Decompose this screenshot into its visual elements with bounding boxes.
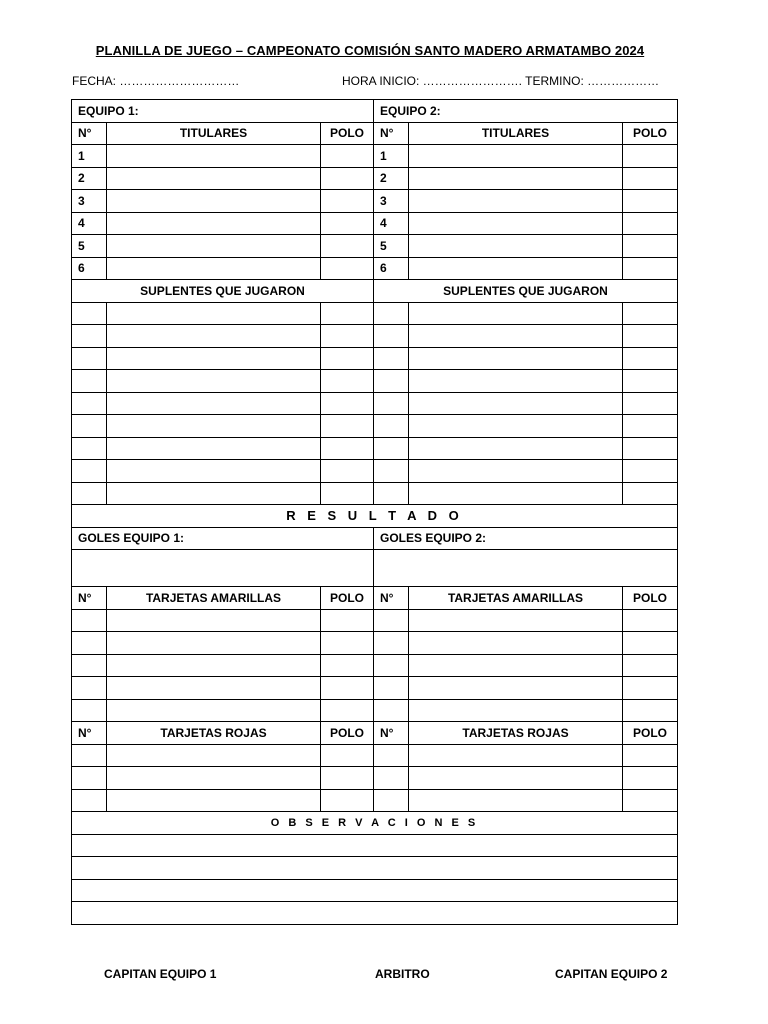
sub-name-field[interactable] bbox=[107, 392, 321, 415]
red-header-row bbox=[72, 722, 678, 745]
yellow-card-name-field[interactable] bbox=[107, 699, 321, 722]
sub-number-field[interactable] bbox=[374, 325, 409, 348]
goals-team1-field[interactable] bbox=[72, 550, 374, 587]
starter-name-field[interactable] bbox=[107, 167, 321, 190]
table-row bbox=[72, 212, 678, 235]
num-header: N° bbox=[374, 722, 409, 745]
observation-rows bbox=[72, 834, 678, 924]
red-card-name-field[interactable] bbox=[107, 767, 321, 790]
sub-polo-field[interactable] bbox=[321, 482, 374, 505]
starter-name-field[interactable] bbox=[409, 235, 623, 258]
sub-name-field[interactable] bbox=[107, 347, 321, 370]
subs-label: SUPLENTES QUE JUGARON bbox=[374, 280, 678, 303]
starters-header: TITULARES bbox=[107, 122, 321, 145]
table-row bbox=[72, 235, 678, 258]
red-card-polo-field[interactable] bbox=[321, 744, 374, 767]
polo-header: POLO bbox=[321, 122, 374, 145]
num-header: N° bbox=[374, 122, 409, 145]
starter-polo-field[interactable] bbox=[623, 257, 678, 280]
sub-polo-field[interactable] bbox=[623, 370, 678, 393]
starter-number: 3 bbox=[72, 190, 107, 213]
red-card-name-field[interactable] bbox=[409, 789, 623, 812]
yellow-card-polo-field[interactable] bbox=[321, 677, 374, 700]
starter-name-field[interactable] bbox=[107, 212, 321, 235]
sub-number-field[interactable] bbox=[72, 370, 107, 393]
sub-polo-field[interactable] bbox=[321, 415, 374, 438]
captain1-signature-label: CAPITAN EQUIPO 1 bbox=[104, 967, 217, 981]
observation-line-field[interactable] bbox=[72, 879, 678, 902]
num-header: N° bbox=[72, 587, 107, 610]
yellow-card-polo-field[interactable] bbox=[321, 632, 374, 655]
team-header-row bbox=[72, 100, 678, 123]
num-header: N° bbox=[72, 122, 107, 145]
starter-polo-field[interactable] bbox=[321, 212, 374, 235]
red-card-polo-field[interactable] bbox=[321, 767, 374, 790]
red-card-name-field[interactable] bbox=[409, 744, 623, 767]
starter-polo-field[interactable] bbox=[321, 167, 374, 190]
sub-polo-field[interactable] bbox=[321, 460, 374, 483]
red-card-rows bbox=[72, 744, 678, 812]
starter-number: 5 bbox=[72, 235, 107, 258]
yellow-card-number-field[interactable] bbox=[72, 632, 107, 655]
goals-entry-row bbox=[72, 550, 678, 587]
red-cards-header: TARJETAS ROJAS bbox=[409, 722, 623, 745]
starter-name-field[interactable] bbox=[409, 212, 623, 235]
red-cards-header: TARJETAS ROJAS bbox=[107, 722, 321, 745]
date-field: FECHA: ………………………… bbox=[72, 74, 240, 88]
table-row bbox=[72, 699, 678, 722]
starter-number: 6 bbox=[72, 257, 107, 280]
starter-polo-field[interactable] bbox=[321, 190, 374, 213]
yellow-card-polo-field[interactable] bbox=[321, 609, 374, 632]
time-field: HORA INICIO: ……………………. TERMINO: ……………… bbox=[342, 74, 660, 88]
red-card-number-field[interactable] bbox=[374, 789, 409, 812]
table-row bbox=[72, 834, 678, 857]
starters-rows bbox=[72, 145, 678, 280]
sub-number-field[interactable] bbox=[72, 325, 107, 348]
sub-name-field[interactable] bbox=[107, 370, 321, 393]
observation-line-field[interactable] bbox=[72, 902, 678, 925]
sub-name-field[interactable] bbox=[107, 302, 321, 325]
yellow-card-polo-field[interactable] bbox=[321, 699, 374, 722]
yellow-card-polo-field[interactable] bbox=[321, 654, 374, 677]
team1-label: EQUIPO 1: bbox=[72, 100, 374, 123]
table-row bbox=[72, 325, 678, 348]
starter-number: 4 bbox=[72, 212, 107, 235]
goals-team2-field[interactable] bbox=[374, 550, 678, 587]
sub-polo-field[interactable] bbox=[321, 347, 374, 370]
starter-name-field[interactable] bbox=[107, 145, 321, 168]
yellow-header-row bbox=[72, 587, 678, 610]
goals-header-row bbox=[72, 527, 678, 550]
starter-polo-field[interactable] bbox=[321, 235, 374, 258]
yellow-card-number-field[interactable] bbox=[374, 654, 409, 677]
sub-polo-field[interactable] bbox=[321, 437, 374, 460]
num-header: N° bbox=[72, 722, 107, 745]
red-card-polo-field[interactable] bbox=[623, 789, 678, 812]
starters-header-row bbox=[72, 122, 678, 145]
yellow-card-number-field[interactable] bbox=[374, 677, 409, 700]
table-row bbox=[72, 370, 678, 393]
observations-label: O B S E R V A C I O N E S bbox=[72, 812, 678, 835]
starters-header: TITULARES bbox=[409, 122, 623, 145]
sub-number-field[interactable] bbox=[374, 482, 409, 505]
starter-number: 4 bbox=[374, 212, 409, 235]
starter-name-field[interactable] bbox=[409, 145, 623, 168]
starter-polo-field[interactable] bbox=[623, 190, 678, 213]
sub-polo-field[interactable] bbox=[321, 302, 374, 325]
yellow-cards-header: TARJETAS AMARILLAS bbox=[107, 587, 321, 610]
sub-name-field[interactable] bbox=[107, 460, 321, 483]
observation-line-field[interactable] bbox=[72, 857, 678, 880]
yellow-card-rows bbox=[72, 609, 678, 722]
sub-polo-field[interactable] bbox=[321, 370, 374, 393]
starter-name-field[interactable] bbox=[107, 257, 321, 280]
sub-polo-field[interactable] bbox=[321, 325, 374, 348]
table-row bbox=[72, 789, 678, 812]
starter-number: 2 bbox=[72, 167, 107, 190]
sub-name-field[interactable] bbox=[107, 325, 321, 348]
red-card-polo-field[interactable] bbox=[321, 789, 374, 812]
yellow-card-polo-field[interactable] bbox=[623, 677, 678, 700]
sub-name-field[interactable] bbox=[409, 325, 623, 348]
table-row bbox=[72, 677, 678, 700]
sub-number-field[interactable] bbox=[374, 370, 409, 393]
red-card-number-field[interactable] bbox=[72, 767, 107, 790]
starter-name-field[interactable] bbox=[409, 257, 623, 280]
starter-number: 5 bbox=[374, 235, 409, 258]
sub-name-field[interactable] bbox=[409, 370, 623, 393]
sub-name-field[interactable] bbox=[107, 415, 321, 438]
starter-number: 6 bbox=[374, 257, 409, 280]
yellow-card-name-field[interactable] bbox=[409, 609, 623, 632]
yellow-card-polo-field[interactable] bbox=[623, 609, 678, 632]
yellow-card-number-field[interactable] bbox=[72, 677, 107, 700]
result-row bbox=[72, 505, 678, 528]
yellow-card-number-field[interactable] bbox=[72, 654, 107, 677]
yellow-card-name-field[interactable] bbox=[107, 677, 321, 700]
red-card-number-field[interactable] bbox=[374, 744, 409, 767]
red-card-number-field[interactable] bbox=[374, 767, 409, 790]
sub-name-field[interactable] bbox=[409, 392, 623, 415]
red-card-name-field[interactable] bbox=[409, 767, 623, 790]
yellow-card-number-field[interactable] bbox=[72, 699, 107, 722]
sub-number-field[interactable] bbox=[72, 392, 107, 415]
table-row bbox=[72, 632, 678, 655]
sub-name-field[interactable] bbox=[409, 347, 623, 370]
table-row bbox=[72, 145, 678, 168]
table-row bbox=[72, 347, 678, 370]
yellow-card-name-field[interactable] bbox=[409, 632, 623, 655]
red-card-number-field[interactable] bbox=[72, 789, 107, 812]
table-row bbox=[72, 767, 678, 790]
sub-polo-field[interactable] bbox=[623, 302, 678, 325]
subs-header-row bbox=[72, 280, 678, 303]
table-row bbox=[72, 460, 678, 483]
yellow-card-number-field[interactable] bbox=[374, 609, 409, 632]
sub-number-field[interactable] bbox=[72, 302, 107, 325]
yellow-card-number-field[interactable] bbox=[374, 632, 409, 655]
sub-number-field[interactable] bbox=[72, 437, 107, 460]
subs-rows bbox=[72, 302, 678, 505]
sub-number-field[interactable] bbox=[72, 482, 107, 505]
polo-header: POLO bbox=[623, 722, 678, 745]
sub-polo-field[interactable] bbox=[623, 415, 678, 438]
starter-number: 2 bbox=[374, 167, 409, 190]
page-title: PLANILLA DE JUEGO – CAMPEONATO COMISIÓN SANTO MADERO ARMATAMBO 2024 bbox=[95, 43, 645, 58]
yellow-card-name-field[interactable] bbox=[409, 699, 623, 722]
sub-polo-field[interactable] bbox=[623, 482, 678, 505]
yellow-card-polo-field[interactable] bbox=[623, 654, 678, 677]
sub-number-field[interactable] bbox=[374, 347, 409, 370]
yellow-card-name-field[interactable] bbox=[107, 609, 321, 632]
yellow-card-polo-field[interactable] bbox=[623, 699, 678, 722]
table-row bbox=[72, 167, 678, 190]
red-card-number-field[interactable] bbox=[72, 744, 107, 767]
yellow-card-name-field[interactable] bbox=[409, 654, 623, 677]
sub-polo-field[interactable] bbox=[623, 437, 678, 460]
starter-polo-field[interactable] bbox=[321, 145, 374, 168]
polo-header: POLO bbox=[623, 587, 678, 610]
starter-number: 3 bbox=[374, 190, 409, 213]
sub-polo-field[interactable] bbox=[321, 392, 374, 415]
sub-number-field[interactable] bbox=[72, 415, 107, 438]
goals-team2-label: GOLES EQUIPO 2: bbox=[374, 527, 678, 550]
yellow-cards-header: TARJETAS AMARILLAS bbox=[409, 587, 623, 610]
polo-header: POLO bbox=[321, 722, 374, 745]
table-row bbox=[72, 857, 678, 880]
red-card-name-field[interactable] bbox=[107, 744, 321, 767]
starter-name-field[interactable] bbox=[409, 167, 623, 190]
starter-polo-field[interactable] bbox=[321, 257, 374, 280]
yellow-card-number-field[interactable] bbox=[374, 699, 409, 722]
yellow-card-name-field[interactable] bbox=[107, 654, 321, 677]
table-row bbox=[72, 744, 678, 767]
red-card-name-field[interactable] bbox=[107, 789, 321, 812]
starter-polo-field[interactable] bbox=[623, 212, 678, 235]
starter-name-field[interactable] bbox=[409, 190, 623, 213]
sub-name-field[interactable] bbox=[409, 460, 623, 483]
table-row bbox=[72, 190, 678, 213]
sub-polo-field[interactable] bbox=[623, 325, 678, 348]
sub-number-field[interactable] bbox=[374, 437, 409, 460]
sub-name-field[interactable] bbox=[409, 482, 623, 505]
table-row bbox=[72, 879, 678, 902]
starter-name-field[interactable] bbox=[107, 235, 321, 258]
sub-number-field[interactable] bbox=[374, 415, 409, 438]
match-sheet-table bbox=[71, 99, 678, 925]
yellow-card-name-field[interactable] bbox=[409, 677, 623, 700]
num-header: N° bbox=[374, 587, 409, 610]
yellow-card-polo-field[interactable] bbox=[623, 632, 678, 655]
starter-number: 1 bbox=[72, 145, 107, 168]
starter-polo-field[interactable] bbox=[623, 167, 678, 190]
observations-header-row bbox=[72, 812, 678, 835]
sub-number-field[interactable] bbox=[72, 347, 107, 370]
captain2-signature-label: CAPITAN EQUIPO 2 bbox=[555, 967, 668, 981]
table-row bbox=[72, 437, 678, 460]
sub-name-field[interactable] bbox=[107, 437, 321, 460]
yellow-card-number-field[interactable] bbox=[72, 609, 107, 632]
sub-name-field[interactable] bbox=[409, 415, 623, 438]
sub-polo-field[interactable] bbox=[623, 460, 678, 483]
starter-name-field[interactable] bbox=[107, 190, 321, 213]
yellow-card-name-field[interactable] bbox=[107, 632, 321, 655]
polo-header: POLO bbox=[623, 122, 678, 145]
sub-polo-field[interactable] bbox=[623, 347, 678, 370]
polo-header: POLO bbox=[321, 587, 374, 610]
goals-team1-label: GOLES EQUIPO 1: bbox=[72, 527, 374, 550]
sub-name-field[interactable] bbox=[409, 302, 623, 325]
table-row bbox=[72, 302, 678, 325]
sub-number-field[interactable] bbox=[374, 460, 409, 483]
observation-line-field[interactable] bbox=[72, 834, 678, 857]
table-row bbox=[72, 482, 678, 505]
sub-number-field[interactable] bbox=[374, 302, 409, 325]
referee-signature-label: ARBITRO bbox=[375, 967, 430, 981]
result-label: R E S U L T A D O bbox=[72, 505, 678, 528]
sub-polo-field[interactable] bbox=[623, 392, 678, 415]
table-row bbox=[72, 392, 678, 415]
starter-number: 1 bbox=[374, 145, 409, 168]
sub-number-field[interactable] bbox=[72, 460, 107, 483]
starter-polo-field[interactable] bbox=[623, 145, 678, 168]
sub-number-field[interactable] bbox=[374, 392, 409, 415]
starter-polo-field[interactable] bbox=[623, 235, 678, 258]
table-row bbox=[72, 609, 678, 632]
table-row bbox=[72, 257, 678, 280]
table-row bbox=[72, 902, 678, 925]
red-card-polo-field[interactable] bbox=[623, 744, 678, 767]
team2-label: EQUIPO 2: bbox=[374, 100, 678, 123]
table-row bbox=[72, 415, 678, 438]
sub-name-field[interactable] bbox=[107, 482, 321, 505]
table-row bbox=[72, 654, 678, 677]
sub-name-field[interactable] bbox=[409, 437, 623, 460]
red-card-polo-field[interactable] bbox=[623, 767, 678, 790]
subs-label: SUPLENTES QUE JUGARON bbox=[72, 280, 374, 303]
